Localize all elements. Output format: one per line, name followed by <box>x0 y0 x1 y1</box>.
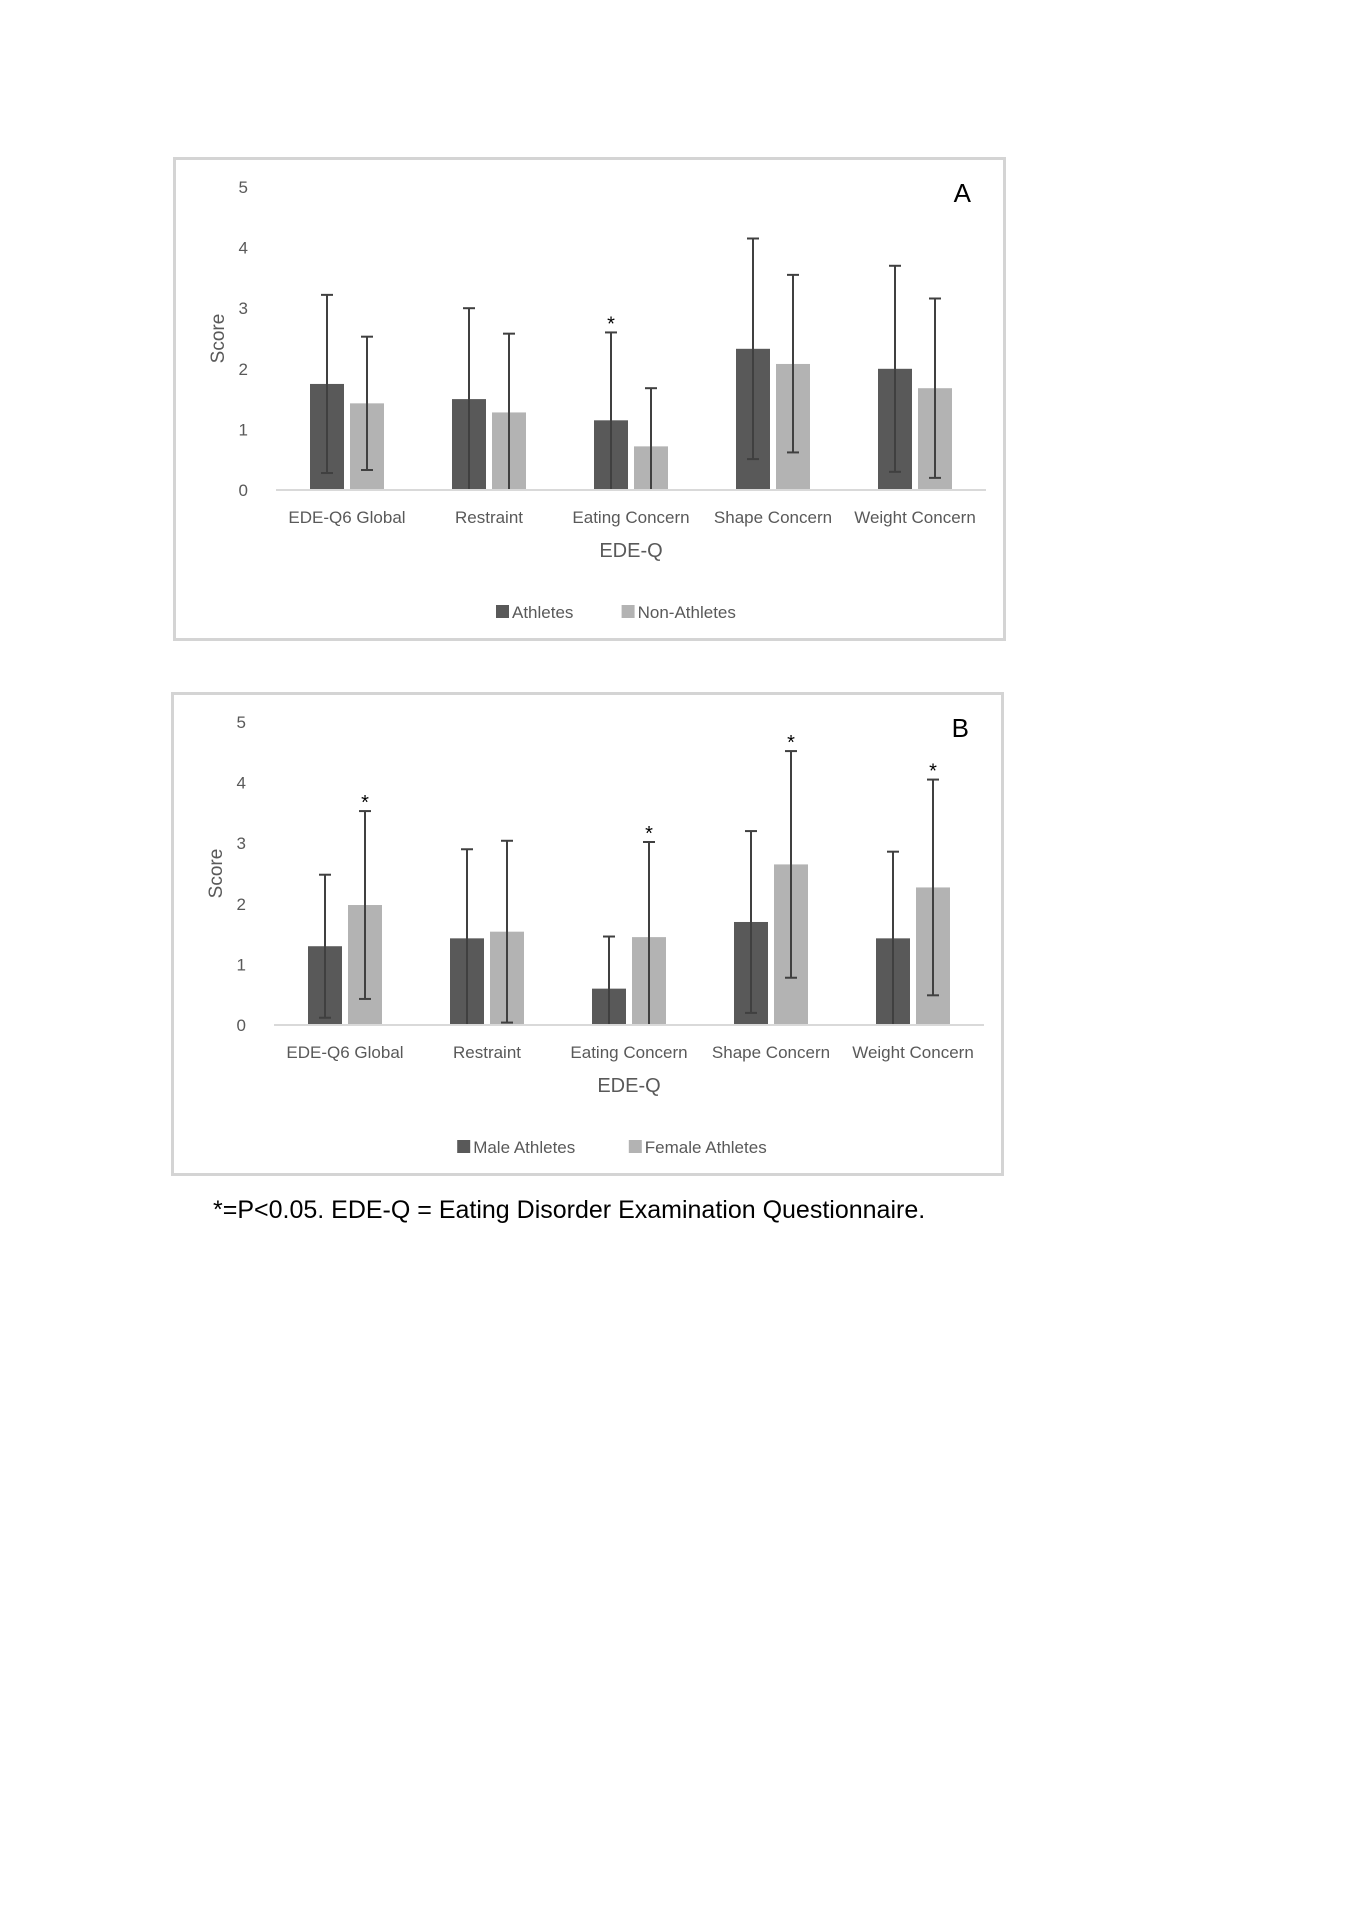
figure-caption: *=P<0.05. EDE-Q = Eating Disorder Examination Questionnaire. <box>213 1196 926 1224</box>
legend-label: Non-Athletes <box>637 603 736 622</box>
y-tick-label: 4 <box>238 238 248 258</box>
legend-swatch <box>622 605 635 618</box>
y-tick-label: 4 <box>236 773 246 793</box>
x-tick-label: EDE-Q6 Global <box>288 508 406 527</box>
panel-label: A <box>953 178 971 208</box>
legend-swatch <box>496 605 509 618</box>
y-tick-label: 2 <box>238 359 248 379</box>
chart-panel-b <box>171 692 1004 1176</box>
significance-marker: * <box>645 822 653 845</box>
legend-swatch <box>629 1140 642 1153</box>
y-tick-label: 5 <box>236 713 246 732</box>
y-tick-label: 1 <box>236 955 246 975</box>
y-tick-label: 5 <box>238 178 248 197</box>
y-tick-label: 1 <box>238 420 248 440</box>
x-tick-label: Weight Concern <box>854 508 976 527</box>
x-tick-label: Restraint <box>452 1043 522 1062</box>
chart-panel-a <box>173 157 1006 641</box>
x-tick-label: Eating Concern <box>570 1043 688 1062</box>
y-tick-label: 0 <box>236 1016 246 1035</box>
x-tick-label: Shape Concern <box>711 1043 831 1062</box>
y-tick-label: 2 <box>236 894 246 914</box>
significance-marker: * <box>787 732 795 755</box>
x-axis-label: EDE-Q <box>597 1075 661 1097</box>
x-tick-label: EDE-Q6 Global <box>286 1043 404 1062</box>
legend-swatch <box>457 1140 470 1153</box>
y-axis-label: Score <box>208 313 229 364</box>
chart-a-svg <box>176 160 1009 644</box>
x-tick-label: Shape Concern <box>713 508 833 527</box>
significance-marker: * <box>361 792 369 815</box>
x-tick-label: Restraint <box>454 508 524 527</box>
y-tick-label: 3 <box>236 834 246 854</box>
x-axis-label: EDE-Q <box>599 540 663 562</box>
legend-label: Athletes <box>512 603 574 622</box>
y-axis-label: Score <box>206 848 227 899</box>
x-tick-label: Eating Concern <box>572 508 690 527</box>
significance-marker: * <box>929 760 937 783</box>
y-tick-label: 0 <box>238 481 248 500</box>
legend-label: Female Athletes <box>644 1138 767 1157</box>
significance-marker: * <box>607 313 615 336</box>
chart-b-svg <box>174 695 1007 1179</box>
y-tick-label: 3 <box>238 299 248 319</box>
x-tick-label: Weight Concern <box>852 1043 974 1062</box>
legend-label: Male Athletes <box>473 1138 576 1157</box>
panel-label: B <box>951 713 969 743</box>
